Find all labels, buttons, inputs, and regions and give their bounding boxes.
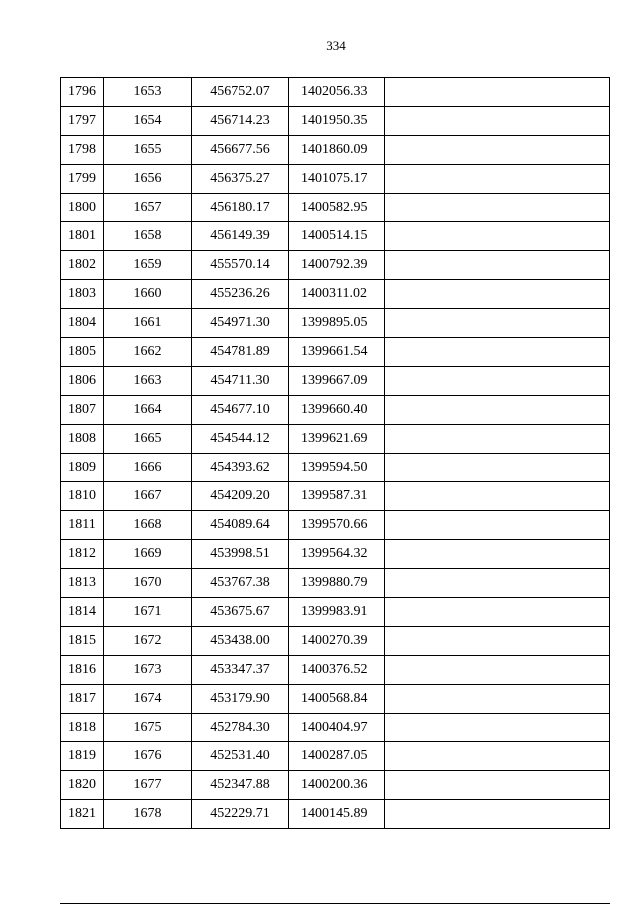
- point-number-cell: 1658: [104, 222, 192, 251]
- table-row: [61, 800, 610, 829]
- x-coordinate-cell: 456180.17: [192, 193, 289, 222]
- note-cell: [385, 424, 610, 453]
- x-coordinate-cell: 452347.88: [192, 771, 289, 800]
- note-cell: [385, 684, 610, 713]
- point-number-cell: 1668: [104, 511, 192, 540]
- x-coordinate-cell: 456149.39: [192, 222, 289, 251]
- note-cell: [385, 164, 610, 193]
- row-index-cell: 1802: [61, 251, 104, 280]
- y-coordinate-cell: 1401075.17: [289, 164, 385, 193]
- point-number-cell: 1666: [104, 453, 192, 482]
- point-number-cell: 1664: [104, 395, 192, 424]
- point-number-cell: 1670: [104, 569, 192, 598]
- point-number-cell: 1677: [104, 771, 192, 800]
- y-coordinate-cell: 1400568.84: [289, 684, 385, 713]
- y-coordinate-cell: 1399564.32: [289, 540, 385, 569]
- note-cell: [385, 540, 610, 569]
- row-index-cell: 1804: [61, 309, 104, 338]
- point-number-cell: 1653: [104, 78, 192, 107]
- point-number-cell: 1659: [104, 251, 192, 280]
- row-index-cell: 1813: [61, 569, 104, 598]
- note-cell: [385, 135, 610, 164]
- y-coordinate-cell: 1399895.05: [289, 309, 385, 338]
- table-row: [61, 366, 610, 395]
- table-row: [61, 78, 610, 107]
- point-number-cell: 1671: [104, 598, 192, 627]
- note-cell: [385, 338, 610, 367]
- point-number-cell: 1656: [104, 164, 192, 193]
- row-index-cell: 1803: [61, 280, 104, 309]
- note-cell: [385, 511, 610, 540]
- x-coordinate-cell: 454544.12: [192, 424, 289, 453]
- row-index-cell: 1815: [61, 626, 104, 655]
- point-number-cell: 1678: [104, 800, 192, 829]
- table-row: [61, 164, 610, 193]
- table-body: [61, 78, 610, 829]
- table-row: [61, 338, 610, 367]
- table-row: [61, 569, 610, 598]
- point-number-cell: 1663: [104, 366, 192, 395]
- y-coordinate-cell: 1400376.52: [289, 655, 385, 684]
- table-row: [61, 106, 610, 135]
- table-row: [61, 626, 610, 655]
- table-row: [61, 482, 610, 511]
- footer-rule: [60, 903, 610, 904]
- note-cell: [385, 569, 610, 598]
- row-index-cell: 1809: [61, 453, 104, 482]
- x-coordinate-cell: 452784.30: [192, 713, 289, 742]
- x-coordinate-cell: 456752.07: [192, 78, 289, 107]
- table-row: [61, 280, 610, 309]
- row-index-cell: 1805: [61, 338, 104, 367]
- row-index-cell: 1812: [61, 540, 104, 569]
- y-coordinate-cell: 1401860.09: [289, 135, 385, 164]
- table-row: [61, 193, 610, 222]
- x-coordinate-cell: 456714.23: [192, 106, 289, 135]
- table-row: [61, 713, 610, 742]
- y-coordinate-cell: 1402056.33: [289, 78, 385, 107]
- row-index-cell: 1797: [61, 106, 104, 135]
- row-index-cell: 1818: [61, 713, 104, 742]
- point-number-cell: 1674: [104, 684, 192, 713]
- row-index-cell: 1811: [61, 511, 104, 540]
- x-coordinate-cell: 454089.64: [192, 511, 289, 540]
- x-coordinate-cell: 453767.38: [192, 569, 289, 598]
- table-row: [61, 684, 610, 713]
- point-number-cell: 1669: [104, 540, 192, 569]
- y-coordinate-cell: 1400311.02: [289, 280, 385, 309]
- table-row: [61, 395, 610, 424]
- y-coordinate-cell: 1400404.97: [289, 713, 385, 742]
- table-row: [61, 742, 610, 771]
- y-coordinate-cell: 1400792.39: [289, 251, 385, 280]
- page-number: 334: [326, 38, 346, 53]
- table-row: [61, 598, 610, 627]
- note-cell: [385, 771, 610, 800]
- x-coordinate-cell: 455570.14: [192, 251, 289, 280]
- row-index-cell: 1796: [61, 78, 104, 107]
- y-coordinate-cell: 1399594.50: [289, 453, 385, 482]
- row-index-cell: 1807: [61, 395, 104, 424]
- y-coordinate-cell: 1399587.31: [289, 482, 385, 511]
- row-index-cell: 1808: [61, 424, 104, 453]
- note-cell: [385, 106, 610, 135]
- note-cell: [385, 222, 610, 251]
- row-index-cell: 1799: [61, 164, 104, 193]
- x-coordinate-cell: 454781.89: [192, 338, 289, 367]
- note-cell: [385, 251, 610, 280]
- point-number-cell: 1672: [104, 626, 192, 655]
- y-coordinate-cell: 1399570.66: [289, 511, 385, 540]
- y-coordinate-cell: 1400200.36: [289, 771, 385, 800]
- y-coordinate-cell: 1400270.39: [289, 626, 385, 655]
- table-row: [61, 771, 610, 800]
- x-coordinate-cell: 453675.67: [192, 598, 289, 627]
- table-row: [61, 655, 610, 684]
- y-coordinate-cell: 1399621.69: [289, 424, 385, 453]
- note-cell: [385, 655, 610, 684]
- note-cell: [385, 482, 610, 511]
- x-coordinate-cell: 453347.37: [192, 655, 289, 684]
- point-number-cell: 1654: [104, 106, 192, 135]
- point-number-cell: 1662: [104, 338, 192, 367]
- row-index-cell: 1800: [61, 193, 104, 222]
- x-coordinate-cell: 454209.20: [192, 482, 289, 511]
- row-index-cell: 1819: [61, 742, 104, 771]
- x-coordinate-cell: 452229.71: [192, 800, 289, 829]
- point-number-cell: 1660: [104, 280, 192, 309]
- y-coordinate-cell: 1399880.79: [289, 569, 385, 598]
- point-number-cell: 1657: [104, 193, 192, 222]
- note-cell: [385, 193, 610, 222]
- note-cell: [385, 453, 610, 482]
- row-index-cell: 1820: [61, 771, 104, 800]
- x-coordinate-cell: 454971.30: [192, 309, 289, 338]
- y-coordinate-cell: 1399660.40: [289, 395, 385, 424]
- point-number-cell: 1667: [104, 482, 192, 511]
- row-index-cell: 1798: [61, 135, 104, 164]
- note-cell: [385, 598, 610, 627]
- note-cell: [385, 742, 610, 771]
- y-coordinate-cell: 1399983.91: [289, 598, 385, 627]
- y-coordinate-cell: 1400145.89: [289, 800, 385, 829]
- x-coordinate-cell: 454393.62: [192, 453, 289, 482]
- y-coordinate-cell: 1399661.54: [289, 338, 385, 367]
- table-row: [61, 135, 610, 164]
- x-coordinate-cell: 453438.00: [192, 626, 289, 655]
- row-index-cell: 1821: [61, 800, 104, 829]
- table-row: [61, 511, 610, 540]
- table-row: [61, 222, 610, 251]
- note-cell: [385, 366, 610, 395]
- note-cell: [385, 800, 610, 829]
- table-row: [61, 309, 610, 338]
- point-number-cell: 1665: [104, 424, 192, 453]
- note-cell: [385, 309, 610, 338]
- x-coordinate-cell: 453179.90: [192, 684, 289, 713]
- point-number-cell: 1655: [104, 135, 192, 164]
- note-cell: [385, 280, 610, 309]
- row-index-cell: 1801: [61, 222, 104, 251]
- table-row: [61, 453, 610, 482]
- row-index-cell: 1816: [61, 655, 104, 684]
- x-coordinate-cell: 453998.51: [192, 540, 289, 569]
- row-index-cell: 1810: [61, 482, 104, 511]
- y-coordinate-cell: 1400514.15: [289, 222, 385, 251]
- note-cell: [385, 713, 610, 742]
- table-row: [61, 540, 610, 569]
- table-row: [61, 424, 610, 453]
- row-index-cell: 1814: [61, 598, 104, 627]
- table-row: [61, 251, 610, 280]
- x-coordinate-cell: 454711.30: [192, 366, 289, 395]
- y-coordinate-cell: 1399667.09: [289, 366, 385, 395]
- point-number-cell: 1676: [104, 742, 192, 771]
- point-number-cell: 1673: [104, 655, 192, 684]
- coordinates-table: [60, 77, 610, 829]
- y-coordinate-cell: 1401950.35: [289, 106, 385, 135]
- x-coordinate-cell: 455236.26: [192, 280, 289, 309]
- note-cell: [385, 395, 610, 424]
- row-index-cell: 1806: [61, 366, 104, 395]
- x-coordinate-cell: 456677.56: [192, 135, 289, 164]
- note-cell: [385, 78, 610, 107]
- note-cell: [385, 626, 610, 655]
- point-number-cell: 1675: [104, 713, 192, 742]
- y-coordinate-cell: 1400287.05: [289, 742, 385, 771]
- x-coordinate-cell: 454677.10: [192, 395, 289, 424]
- x-coordinate-cell: 452531.40: [192, 742, 289, 771]
- point-number-cell: 1661: [104, 309, 192, 338]
- x-coordinate-cell: 456375.27: [192, 164, 289, 193]
- row-index-cell: 1817: [61, 684, 104, 713]
- y-coordinate-cell: 1400582.95: [289, 193, 385, 222]
